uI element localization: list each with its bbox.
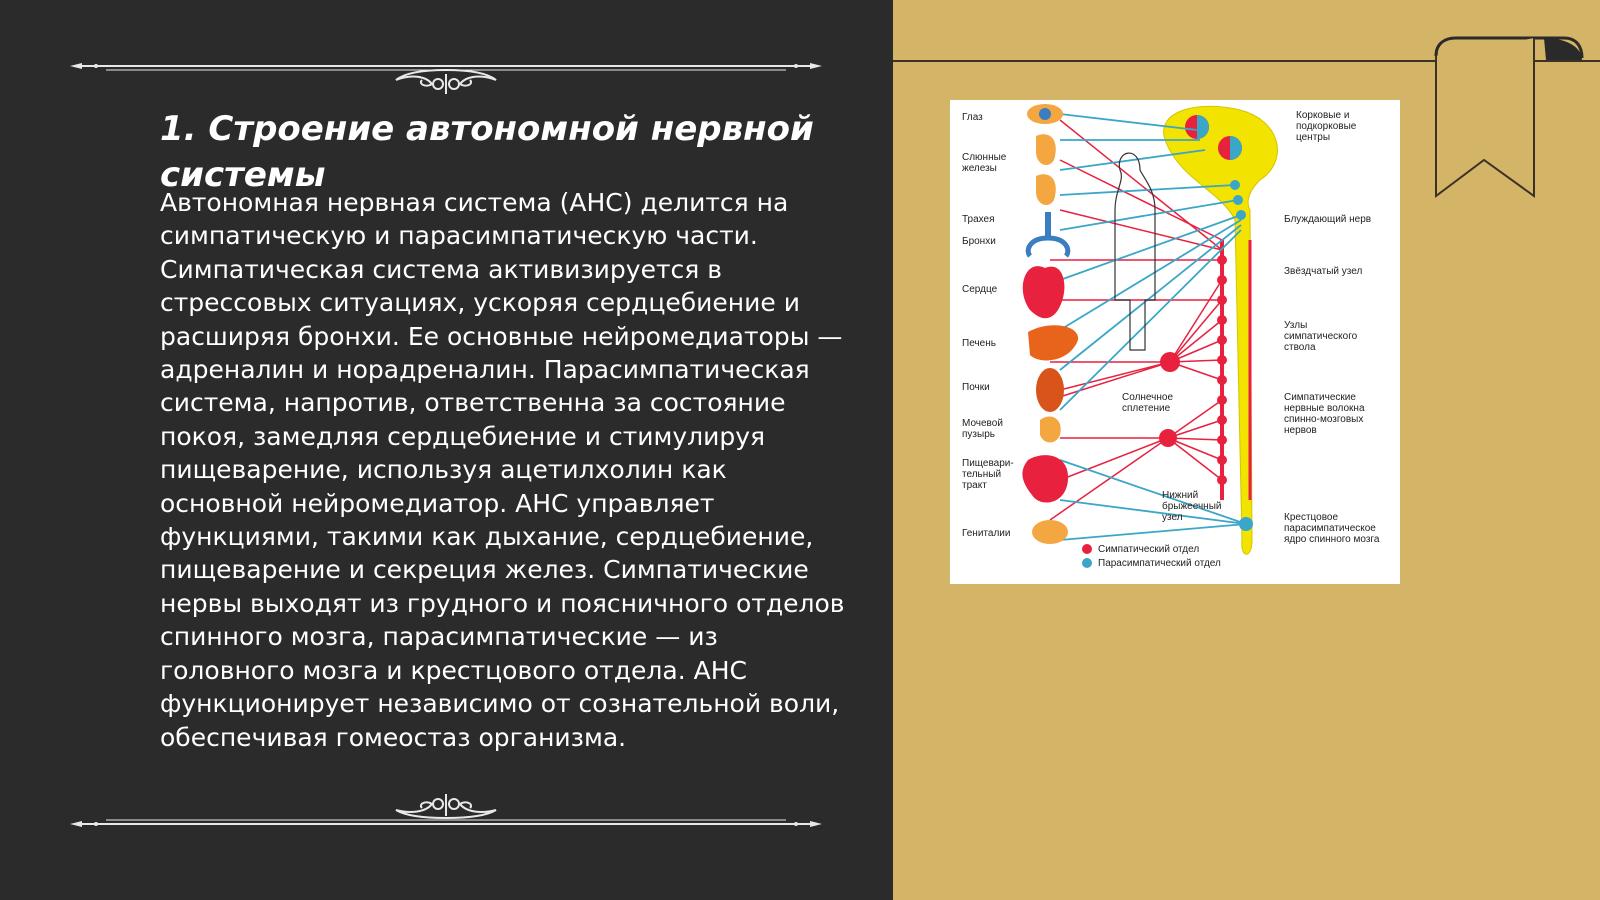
label-sympathetic-fibers: Симпатические нервные волокна спинно-мозговых нервов — [1284, 392, 1365, 436]
label-cortical: Корковые и подкорковые центры — [1296, 110, 1357, 143]
slide-body-text: Автономная нервная система (АНС) делится на симпатическую и парасимпатическую части. Симпатическая система активизируется в стрессовых ситуациях, ускоряя сердцебиение и расширяя бронхи. Ее основные нейромедиаторы — адреналин и норадреналин. Парасимпатическая система, напротив, ответственна за состояние покоя, замедляя сердцебиение и стимулируя пищеварение, используя ацетилхолин как основной нейромедиатор. АНС управляет функциями, такими как дыхание, сердцебиение, пищеварение и секреция желез. Симпатические нервы выходят из грудного и поясничного отделов спинного мозга, парасимпатические — из головного мозга и крестцового отдела. АНС функционирует независимо от сознательной воли, обеспечивая гомеостаз организма. — [160, 188, 845, 752]
label-kidneys: Почки — [962, 382, 990, 393]
label-sacral: Крестцовое парасимпатическое ядро спинного мозга — [1284, 512, 1380, 545]
label-bronchi: Бронхи — [962, 236, 996, 247]
bookmark-ribbon-icon — [1434, 36, 1584, 200]
label-bladder: Мочевой пузырь — [962, 418, 1003, 440]
label-trachea: Трахея — [962, 214, 995, 225]
label-stellate: Звёздчатый узел — [1284, 266, 1363, 277]
label-vagus: Блуждающий нерв — [1284, 214, 1372, 225]
label-heart: Сердце — [962, 284, 998, 295]
label-genitals: Гениталии — [962, 528, 1011, 539]
legend-parasympathetic-label: Парасимпатический отдел — [1098, 558, 1221, 569]
label-liver: Печень — [962, 338, 996, 349]
label-trunk-nodes: Узлы симпатического ствола — [1284, 320, 1358, 353]
bottom-ornament-divider — [66, 782, 826, 832]
label-salivary: Слюнные железы — [962, 152, 1007, 174]
label-mesenteric: Нижний брыжеечный узел — [1162, 490, 1222, 523]
label-solar-plexus: Солнечное сплетение — [1122, 392, 1174, 414]
ans-diagram — [950, 100, 1400, 584]
label-digestive: Пищевари-тельный тракт — [962, 458, 1014, 491]
legend-parasympathetic-dot — [1082, 558, 1092, 568]
slide-title: 1. Строение автономной нервной системы — [160, 109, 814, 195]
legend-sympathetic-label: Симпатический отдел — [1098, 544, 1200, 555]
label-eye: Глаз — [962, 112, 983, 123]
top-ornament-divider — [66, 44, 826, 94]
legend-sympathetic-dot — [1082, 544, 1092, 554]
